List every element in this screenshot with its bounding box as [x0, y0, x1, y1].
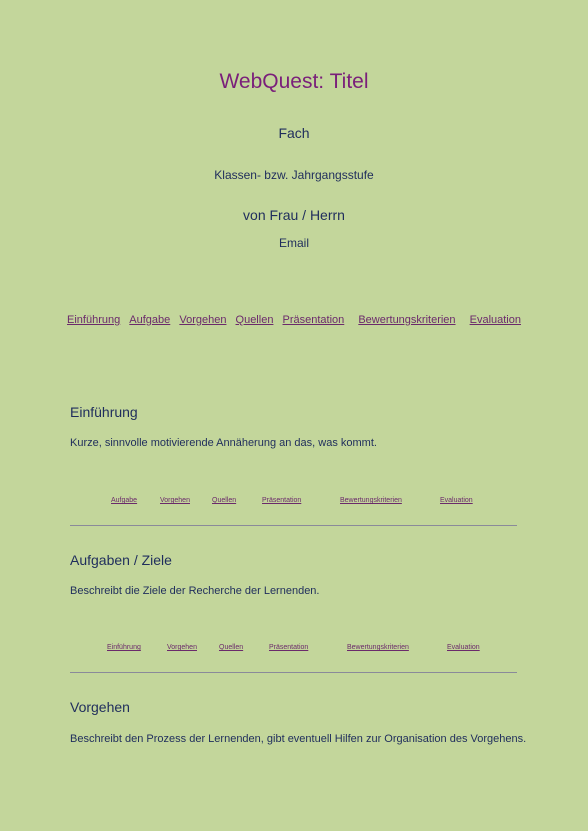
section-nav-link-evaluation[interactable]: Evaluation — [440, 497, 473, 504]
nav-link-bewertungskriterien[interactable]: Bewertungskriterien — [358, 314, 456, 326]
section-nav-link-praesentation[interactable]: Präsentation — [269, 644, 309, 651]
section-nav-link-quellen[interactable]: Quellen — [212, 497, 237, 504]
section-divider — [70, 525, 517, 526]
section-nav-link-vorgehen[interactable]: Vorgehen — [160, 497, 190, 504]
section-nav-link-praesentation[interactable]: Präsentation — [262, 497, 302, 504]
email-line: Email — [278, 236, 309, 250]
section-nav-link-bewertungskriterien[interactable]: Bewertungskriterien — [347, 644, 409, 651]
section-nav-link-aufgabe[interactable]: Aufgabe — [111, 497, 138, 504]
nav-link-vorgehen[interactable]: Vorgehen — [179, 314, 227, 326]
section-heading-einfuehrung: Einführung — [70, 404, 138, 420]
section-divider — [70, 672, 517, 673]
top-navigation — [0, 314, 588, 326]
section-nav-link-einfuehrung[interactable]: Einführung — [107, 644, 141, 651]
subject-line: Fach — [278, 125, 310, 141]
author-line: von Frau / Herrn — [243, 207, 345, 223]
nav-link-evaluation[interactable]: Evaluation — [469, 314, 521, 326]
title-prefix: WebQuest: — [219, 70, 330, 93]
page-title — [0, 70, 588, 94]
section-nav-einfuehrung — [0, 497, 588, 507]
section-nav-aufgaben — [0, 644, 588, 654]
nav-link-einfuehrung[interactable]: Einführung — [67, 314, 121, 326]
title-main: Titel — [329, 70, 369, 93]
grade-line: Klassen- bzw. Jahrgangsstufe — [214, 168, 374, 182]
section-nav-link-quellen[interactable]: Quellen — [219, 644, 244, 651]
section-nav-link-bewertungskriterien[interactable]: Bewertungskriterien — [340, 497, 402, 504]
section-nav-link-vorgehen[interactable]: Vorgehen — [167, 644, 197, 651]
section-text-aufgaben: Beschreibt die Ziele der Recherche der Lernenden. — [70, 585, 320, 597]
nav-link-aufgabe[interactable]: Aufgabe — [129, 314, 171, 326]
section-heading-vorgehen: Vorgehen — [70, 699, 130, 715]
section-heading-aufgaben: Aufgaben / Ziele — [70, 552, 172, 568]
nav-link-praesentation[interactable]: Präsentation — [282, 314, 345, 326]
nav-link-quellen[interactable]: Quellen — [235, 314, 274, 326]
section-text-einfuehrung: Kurze, sinnvolle motivierende Annäherung an das, was kommt. — [70, 437, 377, 449]
section-text-vorgehen: Beschreibt den Prozess der Lernenden, gibt eventuell Hilfen zur Organisation des Vorgehens. — [70, 733, 527, 745]
section-nav-link-evaluation[interactable]: Evaluation — [447, 644, 480, 651]
